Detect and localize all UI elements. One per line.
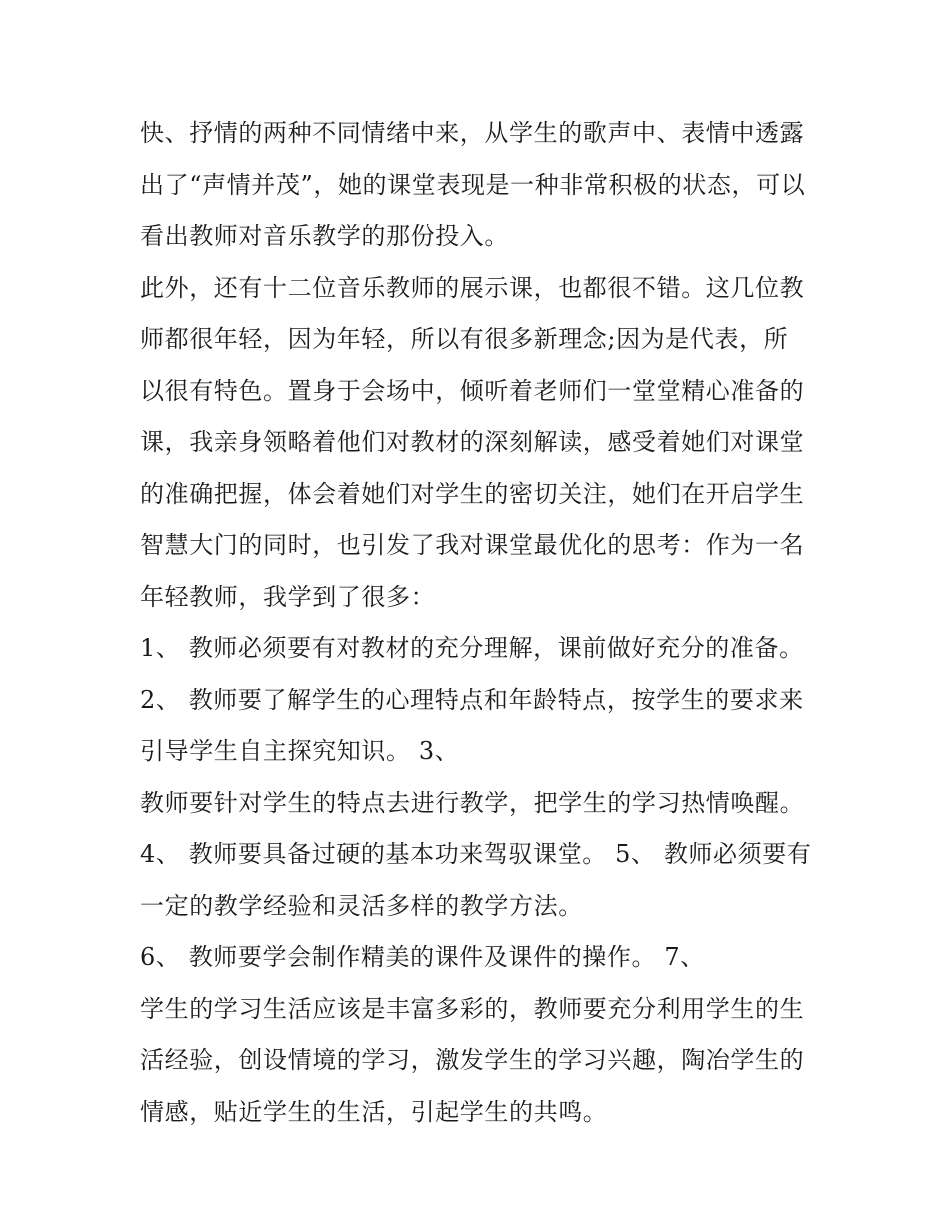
text-line: 此外，还有十二位音乐教师的展示课，也都很不错。这几位教 bbox=[140, 273, 805, 302]
text-line: 一定的教学经验和灵活多样的教学方法。 bbox=[140, 891, 583, 920]
text-line: 情感，贴近学生的生活，引起学生的共鸣。 bbox=[140, 1097, 608, 1126]
text-line: 以很有特色。置身于会场中，倾听着老师们一堂堂精心准备的 bbox=[140, 376, 805, 405]
text-line: 出了“声情并茂”，她的课堂表现是一种非常积极的状态，可以 bbox=[140, 170, 806, 199]
text-line: 的准确把握，体会着她们对学生的密切关注，她们在开启学生 bbox=[140, 479, 805, 508]
text-line: 快、抒情的两种不同情绪中来，从学生的歌声中、表情中透露 bbox=[140, 119, 805, 147]
list-item-2: 2、 教师要了解学生的心理特点和年龄特点，按学生的要求来 bbox=[140, 685, 804, 714]
text-line: 学生的学习生活应该是丰富多彩的，教师要充分利用学生的生 bbox=[140, 994, 805, 1023]
text-line: 智慧大门的同时，也引发了我对课堂最优化的思考：作为一名 bbox=[140, 531, 805, 559]
text-line: 引导学生自主探究知识。 3、 bbox=[140, 737, 460, 765]
text-line: 活经验，创设情境的学习，激发学生的学习兴趣，陶冶学生的 bbox=[140, 1046, 805, 1074]
list-item-4-5: 4、 教师要具备过硬的基本功来驾驭课堂。 5、 教师必须要有 bbox=[140, 840, 812, 868]
text-line: 看出教师对音乐教学的那份投入。 bbox=[140, 222, 509, 250]
text-line: 年轻教师，我学到了很多： bbox=[140, 582, 436, 611]
list-item-3: 教师要针对学生的特点去进行教学，把学生的学习热情唤醒。 bbox=[140, 788, 805, 817]
list-item-6-7: 6、 教师要学会制作精美的课件及课件的操作。 7、 bbox=[140, 943, 705, 971]
list-item-1: 1、 教师必须要有对教材的充分理解，课前做好充分的准备。 bbox=[140, 634, 804, 662]
text-line: 师都很年轻，因为年轻，所以有很多新理念;因为是代表，所 bbox=[140, 325, 789, 353]
document-body bbox=[140, 108, 820, 1138]
text-line: 课，我亲身领略着他们对教材的深刻解读，感受着她们对课堂 bbox=[140, 428, 805, 456]
